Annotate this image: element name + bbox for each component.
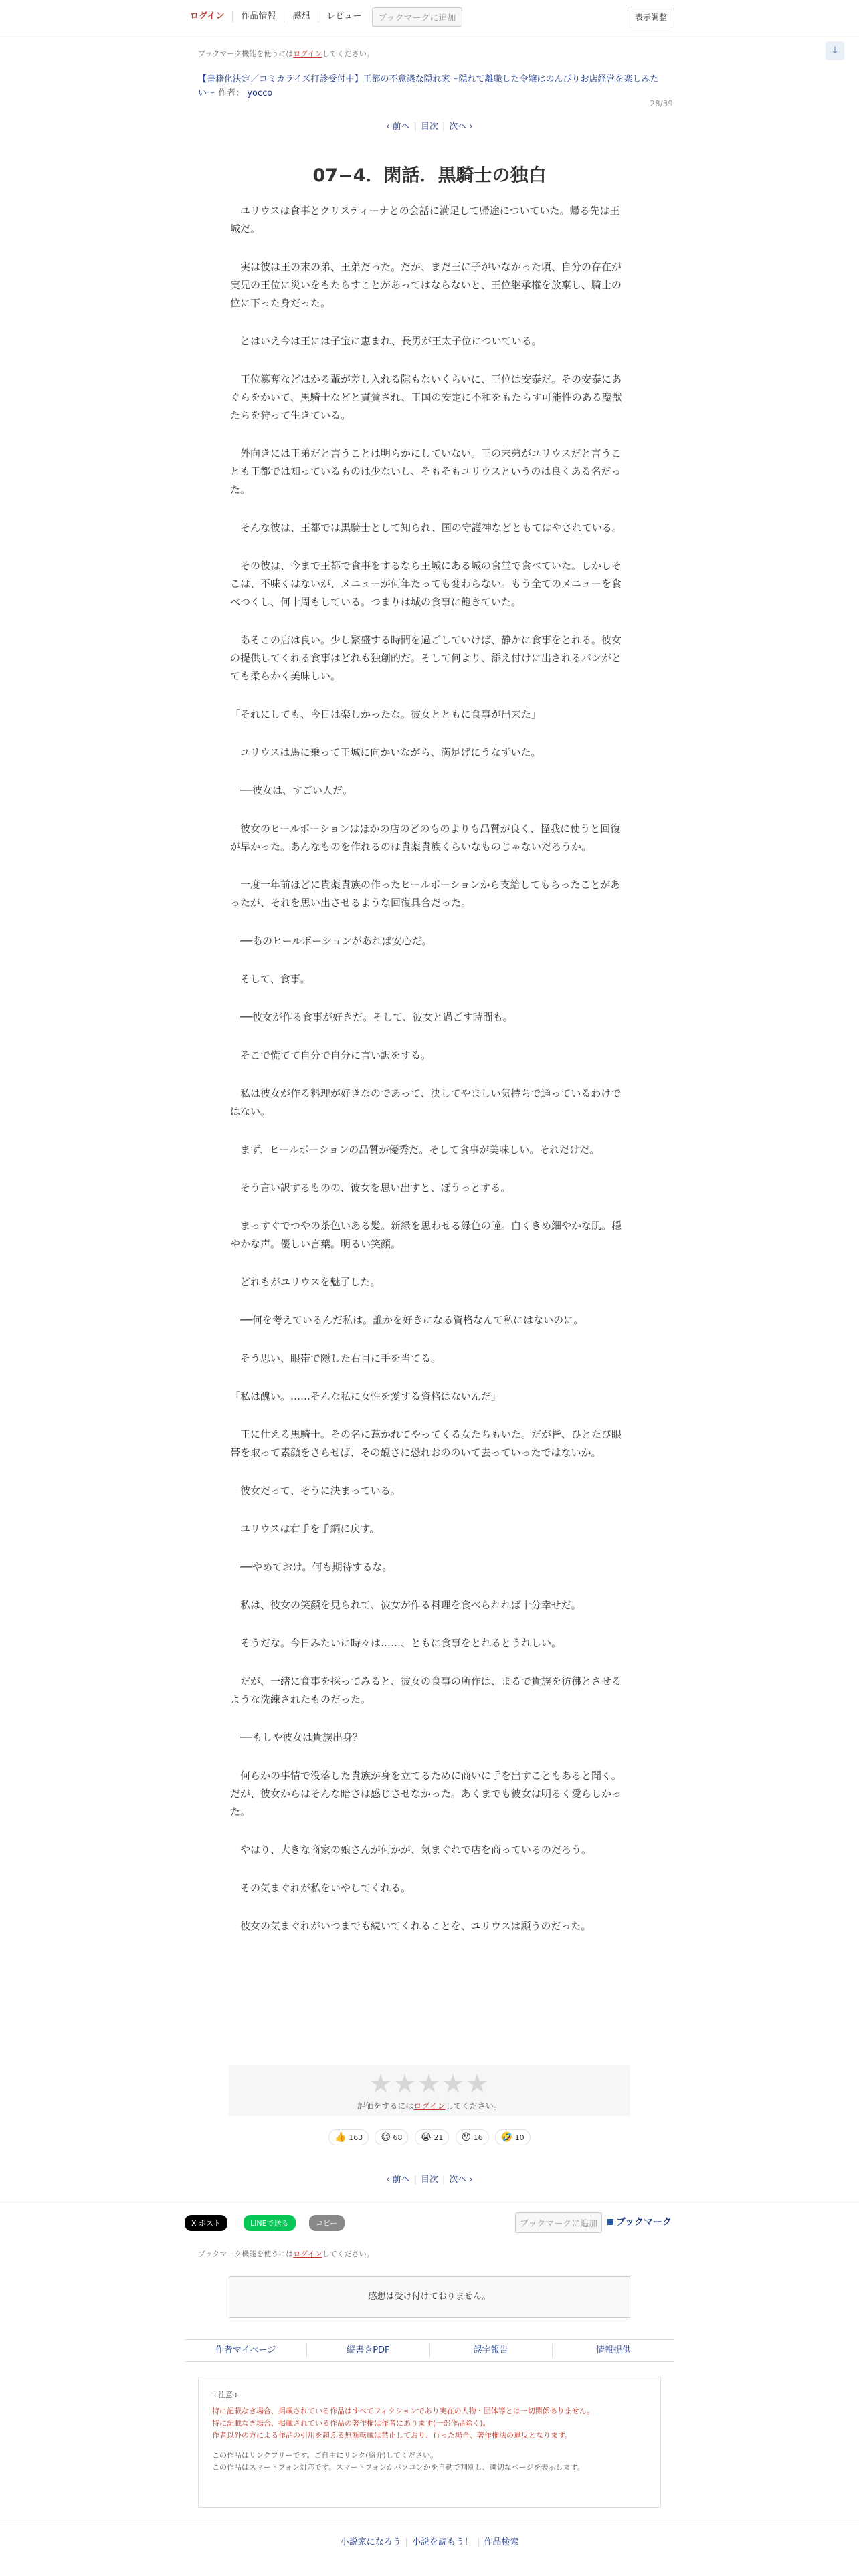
- body-paragraph: そう言い訳するものの、彼女を思い出すと、ぼうっとする。: [240, 1182, 511, 1194]
- body-paragraph: 何らかの事情で没落した貴族が身を立てるために商いに手を出すこともあると聞く。だが、彼女からはそんな暗さは感じさせなかった。あくまでも彼女は明るく愛らしかった。: [230, 1769, 622, 1818]
- bookmark-note-suffix: してください。: [322, 2250, 374, 2258]
- body-paragraph: 私は、彼女の笑顔を見られて、彼女が作る料理を食べられれば十分幸せだ。: [240, 1599, 581, 1611]
- reaction-smile[interactable]: [375, 2129, 408, 2145]
- body-paragraph: ──やめておけ。何も期待するな。: [240, 1561, 393, 1573]
- rating-login-note: [229, 2100, 630, 2111]
- body-paragraph: ──彼女は、すごい人だ。: [240, 784, 353, 796]
- rating-note-prefix: 評価をするには: [357, 2101, 414, 2111]
- body-paragraph: そう思い、眼帯で隠した右目に手を当てる。: [240, 1352, 442, 1364]
- body-paragraph: その気まぐれが私をいやしてくれる。: [240, 1882, 411, 1894]
- login-link[interactable]: ログイン: [185, 11, 233, 23]
- notice-red-line: 特に記載なき場合、掲載されている作品の著作権は作者にあります(一部作品除く)。: [212, 2419, 490, 2428]
- body-paragraph: ──彼女が作る食事が好きだ。そして、彼女と過ごす時間も。: [240, 1011, 513, 1023]
- notice-red-line: 特に記載なき場合、掲載されている作品はすべてフィクションであり実在の人物・団体等とは一切関係ありません。: [212, 2407, 595, 2416]
- series-title-link[interactable]: 【書籍化決定／コミカライズ打診受付中】王都の不意議な隠れ家〜隠れて離職した令嬢はのんびりお店経営を楽しみたい〜: [198, 74, 659, 98]
- toc-link[interactable]: 目次: [420, 122, 438, 132]
- next-link[interactable]: 次へ ›: [449, 122, 473, 132]
- reaction-count: 68: [393, 2133, 403, 2142]
- pager-bottom: ‹ 前へ | 目次 | 次へ ›: [386, 2175, 473, 2185]
- body-paragraph: ユリウスは馬に乗って王城に向かいながら、満足げにうなずいた。: [240, 746, 541, 758]
- page-count: 28/39: [650, 99, 673, 108]
- share-row: [185, 2215, 674, 2232]
- body-paragraph: そんな彼は、王都では黒騎士として知られ、国の守護神などともてはやされている。: [240, 522, 622, 534]
- bookmark-square-icon: [607, 2219, 613, 2225]
- vertical-pdf-link[interactable]: 縦書きPDF: [307, 2344, 430, 2357]
- body-paragraph: ユリウスは右手を手綱に戻す。: [240, 1523, 380, 1535]
- bookmark-add-button-disabled: ブックマークに追加: [515, 2212, 602, 2233]
- notice-box: [198, 2377, 661, 2508]
- prev-link[interactable]: ‹ 前へ: [386, 2175, 410, 2185]
- line-send-button[interactable]: LINEで送る: [244, 2215, 296, 2231]
- reaction-surprised[interactable]: [456, 2129, 489, 2145]
- smile-icon: 😊: [381, 2132, 391, 2143]
- body-paragraph: そこで慌てて自分で自分に言い訳をする。: [240, 1049, 432, 1061]
- narou-link[interactable]: 小説家になろう: [340, 2537, 401, 2547]
- reaction-count: 163: [349, 2133, 363, 2142]
- header-nav: [185, 7, 462, 27]
- body-paragraph: 外向きには王弟だと言うことは明らかにしていない。王の末弟がユリウスだと言うことも王都では知っているものは少ないし、そもそもユリウスというのは良くある名だった。: [230, 447, 622, 496]
- dialogue-paragraph: 「私は醜い。……そんな私に女性を愛する資格はないんだ」: [230, 1390, 502, 1402]
- impressions-link[interactable]: 感想: [284, 11, 318, 23]
- body-paragraph: その彼は、今まで王都で食事をするなら王城にある城の食堂で食べていた。しかしそこは、不味くはないが、メニューが何年たっても変わらない。もう全てのメニューを食べつくし、何十周もしている。つまりは城の食事に飽きていた。: [230, 560, 622, 608]
- prev-link[interactable]: ‹ 前へ: [386, 122, 410, 132]
- body-paragraph: 私は彼女が作る料理が好きなのであって、決してやましい気持ちで通っているわけではない。: [230, 1087, 622, 1117]
- scroll-down-icon[interactable]: ↓: [826, 41, 844, 60]
- cry-icon: 😭: [420, 2132, 432, 2143]
- series-title-block: [198, 72, 661, 100]
- copy-button[interactable]: コピー: [309, 2215, 345, 2231]
- reaction-thumbs-up[interactable]: [328, 2129, 369, 2145]
- reaction-count: 21: [434, 2133, 444, 2142]
- notice-red-line: 作者以外の方による作品の引用を超える無断転載は禁止しており、行った場合、著作権法の違反となります。: [212, 2431, 573, 2440]
- x-post-button[interactable]: X ポスト: [185, 2215, 227, 2231]
- novel-body: [230, 202, 628, 1955]
- body-paragraph: 実は彼は王の末の弟、王弟だった。だが、まだ王に子がいなかった頃、自分の存在が実兄の王位に災いをもたらすことがあってはならないと、王位継承権を放棄し、騎士の位に下った身だった。: [230, 261, 622, 309]
- typo-report-link[interactable]: 誤字報告: [430, 2344, 553, 2357]
- bookmark-note-prefix: ブックマーク機能を使うには: [198, 2250, 294, 2258]
- body-paragraph: 彼女だって、そうに決まっている。: [240, 1485, 401, 1497]
- thumbs-up-icon: 👍: [335, 2132, 347, 2143]
- bookmark-login-note: [198, 48, 661, 59]
- body-paragraph: そうだな。今日みたいに時々は……、ともに食事をとれるとうれしい。: [240, 1637, 562, 1649]
- body-paragraph: 王位簒奪などはかる輩が差し入れる隙もないくらいに、王位は安泰だ。その安泰にあぐらをかいて、黒騎士などと貫賛され、王国の安定に不和をもたらす可能性のある魔獣たちを狩って生きている。: [230, 373, 622, 421]
- body-paragraph: とはいえ今は王には子宝に恵まれ、長男が王太子位についている。: [240, 335, 542, 347]
- work-search-link[interactable]: 作品検索: [484, 2537, 519, 2547]
- body-paragraph: 王に仕える黒騎士。その名に惹かれてやってくる女たちもいた。だが皆、ひとたび眼帯を取って素顔をさらせば、その醜さに恐れおののいて去っていったではないか。: [230, 1428, 622, 1459]
- body-paragraph: 一度一年前ほどに貴薬貴族の作ったヒールポーションから支給してもらったことがあったが、それを思い出させるような回復具合だった。: [230, 879, 621, 909]
- body-paragraph: 彼女の気まぐれがいつまでも続いてくれることを、ユリウスは願うのだった。: [240, 1920, 591, 1932]
- author-link[interactable]: yocco: [247, 88, 273, 98]
- bookmark-add-button-disabled: ブックマークに追加: [372, 7, 462, 27]
- work-info-link[interactable]: 作品情報: [233, 11, 284, 23]
- body-paragraph: だが、一緒に食事を採ってみると、彼女の食事の所作は、まるで貴族を彷彿とさせるような洗練されたものだった。: [230, 1675, 622, 1705]
- author-mypage-link[interactable]: 作者マイページ: [185, 2344, 307, 2357]
- body-paragraph: どれもがユリウスを魅了した。: [240, 1276, 381, 1288]
- laugh-icon: 🤣: [500, 2132, 513, 2143]
- bookmark-link-label: ブックマーク: [616, 2217, 672, 2228]
- impressions-closed-box: 感想は受け付けておりません。: [229, 2276, 630, 2318]
- body-paragraph: 彼女のヒールポーションはほかの店のどのものよりも品質が良く、怪我に使うと回復が早かった。あんなものを作れるのは貴薬貴族くらいなものじゃないだろうか。: [230, 823, 621, 853]
- body-paragraph: そして、食事。: [240, 973, 310, 985]
- bookmark-note-prefix: ブックマーク機能を使うには: [198, 49, 294, 58]
- reaction-count: 10: [514, 2133, 524, 2142]
- header-inner: [185, 0, 674, 33]
- body-paragraph: ──何を考えているんだ私は。誰かを好きになる資格なんて私にはないのに。: [240, 1314, 584, 1326]
- body-paragraph: ──もしや彼女は貴族出身？: [240, 1731, 363, 1743]
- body-paragraph: まっすぐでつやの茶色いある髪。新緑を思わせる緑色の瞳。白くきめ細やかな肌。穏やかな声。優しい言葉。明るい笑顔。: [230, 1220, 622, 1250]
- info-provide-link[interactable]: 情報提供: [595, 2345, 631, 2355]
- reaction-count: 16: [473, 2133, 483, 2142]
- notice-gray-line: この作品はスマートフォン対応です。スマートフォンかパソコンかを自動で判別し、適切なページを表示します。: [212, 2463, 585, 2472]
- bottom-links: 小説家になろう | 小説を読もう！ | 作品検索: [340, 2537, 519, 2547]
- site-header: [0, 0, 859, 33]
- bookmark-note-login-link[interactable]: ログイン: [293, 2250, 322, 2258]
- body-paragraph: あそこの店は良い。少し繁盛する時間を過ごしていけば、静かに食事をとれる。彼女の提供してくれる食事はどれも独創的だ。そして何より、添え付けに出されるパンがとても柔らかく美味しい。: [230, 634, 622, 682]
- body-paragraph: ──あのヒールポーションがあれば安心だ。: [240, 935, 432, 947]
- rating-box: [229, 2065, 630, 2116]
- body-paragraph: ユリウスは食事とクリスティーナとの会話に満足して帰途についていた。帰る先は王城だ。: [230, 205, 620, 235]
- reaction-cry[interactable]: [415, 2129, 450, 2145]
- rating-login-link[interactable]: ログイン: [413, 2101, 446, 2111]
- bookmark-login-note-bottom: [198, 2248, 374, 2259]
- notice-gray-line: この作品はリンクフリーです。ご自由にリンク(紹介)してください。: [212, 2451, 438, 2460]
- notice-title: +注意+: [212, 2391, 240, 2399]
- body-paragraph: やはり、大きな商家の娘さんが何かが、気まぐれで店を商っているのだろう。: [240, 1844, 592, 1856]
- display-adjust-button[interactable]: 表示調整: [628, 7, 674, 27]
- surprised-icon: 😯: [461, 2132, 472, 2143]
- reactions-row: [0, 2129, 859, 2145]
- bookmark-link[interactable]: [607, 2215, 672, 2228]
- next-link[interactable]: 次へ ›: [449, 2175, 473, 2185]
- body-paragraph: まず、ヒールポーションの品質が優秀だ。そして食事が美味しい。それだけだ。: [240, 1144, 600, 1156]
- rating-stars[interactable]: ★★★★★: [369, 2069, 490, 2099]
- footer-links: [185, 2339, 674, 2362]
- chapter-title: 07−4．閑話．黒騎士の独白: [312, 165, 547, 186]
- toc-link[interactable]: 目次: [420, 2175, 438, 2185]
- bookmark-note-suffix: してください。: [322, 49, 374, 58]
- review-link[interactable]: レビュー: [326, 11, 362, 21]
- yomou-link[interactable]: 小説を読もう！: [411, 2537, 473, 2547]
- reaction-laugh[interactable]: [495, 2129, 531, 2145]
- dialogue-paragraph: 「それにしても、今日は楽しかったな。彼女とともに食事が出来た」: [230, 708, 542, 720]
- bookmark-note-login-link[interactable]: ログイン: [293, 49, 322, 58]
- pager-top: ‹ 前へ | 目次 | 次へ ›: [386, 122, 473, 132]
- rating-note-suffix: してください。: [445, 2101, 502, 2111]
- author-label: 作者：: [218, 88, 245, 98]
